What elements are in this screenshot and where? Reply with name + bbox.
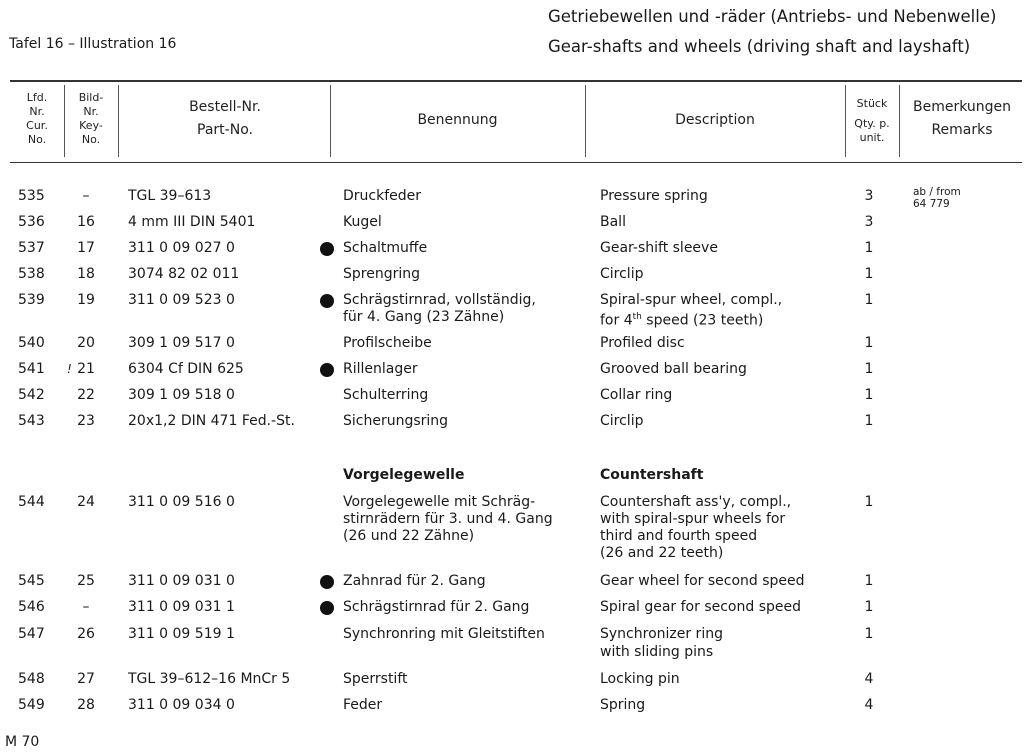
row-549-part: 311 0 09 034 0 <box>128 697 235 713</box>
row-543-lfd: 543 <box>18 413 45 429</box>
row-541-mark: ! <box>67 362 72 376</box>
row-544-description-line2: with spiral-spur wheels for <box>600 511 786 527</box>
row-539-qty: 1 <box>864 292 874 308</box>
row-538-qty: 1 <box>864 266 874 282</box>
row-549-qty: 4 <box>864 697 874 713</box>
row-543-part: 20x1,2 DIN 471 Fed.-St. <box>128 413 295 429</box>
table-top-rule <box>10 80 1022 82</box>
row-547-qty: 1 <box>864 626 874 642</box>
row-546-benennung: Schrägstirnrad für 2. Gang <box>343 599 530 615</box>
column-divider <box>118 85 119 157</box>
row-548-description: Locking pin <box>600 671 680 687</box>
marker-dot-icon <box>320 601 334 615</box>
row-539-part: 311 0 09 523 0 <box>128 292 235 308</box>
row-547-description: Synchronizer ring <box>600 626 723 642</box>
row-542-part: 309 1 09 518 0 <box>128 387 235 403</box>
row-540-lfd: 540 <box>18 335 45 351</box>
row-537-description: Gear-shift sleeve <box>600 240 718 256</box>
row-541-part: 6304 Cf DIN 625 <box>128 361 244 377</box>
table-header-rule <box>10 162 1022 163</box>
row-540-benennung: Profilscheibe <box>343 335 432 351</box>
row-536-bild: 16 <box>77 214 95 230</box>
row-538-bild: 18 <box>77 266 95 282</box>
row-535-benennung: Druckfeder <box>343 188 422 204</box>
row-545-description: Gear wheel for second speed <box>600 573 805 589</box>
row-537-qty: 1 <box>864 240 874 256</box>
row-547-description-line2: with sliding pins <box>600 644 714 660</box>
page-footer: M 70 <box>5 734 40 750</box>
row-544-description: Countershaft ass'y, compl., <box>600 494 792 510</box>
row-548-benennung: Sperrstift <box>343 671 408 687</box>
row-538-lfd: 538 <box>18 266 45 282</box>
row-539-description-line2: for 4th speed (23 teeth) <box>600 312 764 329</box>
row-544-benennung-line2: stirnrädern für 3. und 4. Gang <box>343 511 553 527</box>
row-542-description: Collar ring <box>600 387 673 403</box>
row-541-qty: 1 <box>864 361 874 377</box>
row-538-benennung: Sprengring <box>343 266 420 282</box>
row-542-lfd: 542 <box>18 387 45 403</box>
row-544-lfd: 544 <box>18 494 45 510</box>
row-544-benennung-line3: (26 und 22 Zähne) <box>343 528 475 544</box>
row-547-benennung: Synchronring mit Gleitstiften <box>343 626 545 642</box>
row-544-qty: 1 <box>864 494 874 510</box>
row-539-description: Spiral-spur wheel, compl., <box>600 292 783 308</box>
row-539-lfd: 539 <box>18 292 45 308</box>
header-lfd: Lfd. Nr. Cur. No. <box>26 91 48 146</box>
row-537-bild: 17 <box>77 240 95 256</box>
row-549-bild: 28 <box>77 697 95 713</box>
row-542-qty: 1 <box>864 387 874 403</box>
row-540-qty: 1 <box>864 335 874 351</box>
row-549-benennung: Feder <box>343 697 383 713</box>
row-535-remark: ab / from 64 779 <box>913 186 961 210</box>
header-bild: Bild- Nr. Key- No. <box>78 91 104 146</box>
marker-dot-icon <box>320 242 334 256</box>
row-537-benennung: Schaltmuffe <box>343 240 428 256</box>
row-541-bild: 21 <box>77 361 95 377</box>
row-545-benennung: Zahnrad für 2. Gang <box>343 573 486 589</box>
row-536-description: Ball <box>600 214 626 230</box>
row-544-benennung: Vorgelegewelle mit Schräg- <box>343 494 536 510</box>
header-remarks: Bemerkungen Remarks <box>912 99 1012 138</box>
row-544-bild: 24 <box>77 494 95 510</box>
row-538-description: Circlip <box>600 266 644 282</box>
row-548-part: TGL 39–612–16 MnCr 5 <box>128 671 291 687</box>
row-546-qty: 1 <box>864 599 874 615</box>
row-542-benennung: Schulterring <box>343 387 429 403</box>
row-540-bild: 20 <box>77 335 95 351</box>
row-545-bild: 25 <box>77 573 95 589</box>
row-537-part: 311 0 09 027 0 <box>128 240 235 256</box>
row-536-part: 4 mm III DIN 5401 <box>128 214 256 230</box>
row-549-description: Spring <box>600 697 646 713</box>
row-545-part: 311 0 09 031 0 <box>128 573 235 589</box>
row-542-bild: 22 <box>77 387 95 403</box>
row-547-lfd: 547 <box>18 626 45 642</box>
row-541-description: Grooved ball bearing <box>600 361 747 377</box>
row-544-part: 311 0 09 516 0 <box>128 494 235 510</box>
row-549-lfd: 549 <box>18 697 45 713</box>
row-537-lfd: 537 <box>18 240 45 256</box>
row-545-lfd: 545 <box>18 573 45 589</box>
row-539-benennung: Schrägstirnrad, vollständig, <box>343 292 536 308</box>
header-benennung: Benennung <box>417 112 498 128</box>
row-541-lfd: 541 <box>18 361 45 377</box>
row-546-part: 311 0 09 031 1 <box>128 599 235 615</box>
row-547-bild: 26 <box>77 626 95 642</box>
title-german: Getriebewellen und -räder (Antriebs- und Nebenwelle) <box>548 7 997 26</box>
marker-dot-icon <box>320 575 334 589</box>
row-535-description: Pressure spring <box>600 188 708 204</box>
row-535-qty: 3 <box>864 188 874 204</box>
row-544-description-line4: (26 and 22 teeth) <box>600 545 724 561</box>
row-548-lfd: 548 <box>18 671 45 687</box>
row-535-lfd: 535 <box>18 188 45 204</box>
header-part-no: Bestell-Nr. Part-No. <box>189 99 261 138</box>
row-539-bild: 19 <box>77 292 95 308</box>
row-536-qty: 3 <box>864 214 874 230</box>
row-546-description: Spiral gear for second speed <box>600 599 801 615</box>
marker-dot-icon <box>320 363 334 377</box>
row-539-benennung-line2: für 4. Gang (23 Zähne) <box>343 309 505 325</box>
row-535-bild: – <box>82 188 90 204</box>
row-540-description: Profiled disc <box>600 335 685 351</box>
column-divider <box>64 85 65 157</box>
title-english: Gear-shafts and wheels (driving shaft and layshaft) <box>548 37 971 56</box>
row-543-qty: 1 <box>864 413 874 429</box>
row-546-lfd: 546 <box>18 599 45 615</box>
row-535-part: TGL 39–613 <box>128 188 212 204</box>
row-538-part: 3074 82 02 011 <box>128 266 240 282</box>
row-536-lfd: 536 <box>18 214 45 230</box>
header-description: Description <box>675 112 755 128</box>
row-546-bild: – <box>82 599 90 615</box>
section-heading-german: Vorgelegewelle <box>343 467 465 483</box>
row-548-qty: 4 <box>864 671 874 687</box>
row-543-description: Circlip <box>600 413 644 429</box>
plate-label: Tafel 16 – Illustration 16 <box>9 36 177 52</box>
marker-dot-icon <box>320 294 334 308</box>
row-536-benennung: Kugel <box>343 214 382 230</box>
row-544-description-line3: third and fourth speed <box>600 528 758 544</box>
row-548-bild: 27 <box>77 671 95 687</box>
row-541-benennung: Rillenlager <box>343 361 418 377</box>
row-543-bild: 23 <box>77 413 95 429</box>
row-540-part: 309 1 09 517 0 <box>128 335 235 351</box>
row-543-benennung: Sicherungsring <box>343 413 449 429</box>
header-qty: Stück Qty. p. unit. <box>854 97 890 144</box>
row-545-qty: 1 <box>864 573 874 589</box>
section-heading-english: Countershaft <box>600 467 704 483</box>
row-547-part: 311 0 09 519 1 <box>128 626 235 642</box>
